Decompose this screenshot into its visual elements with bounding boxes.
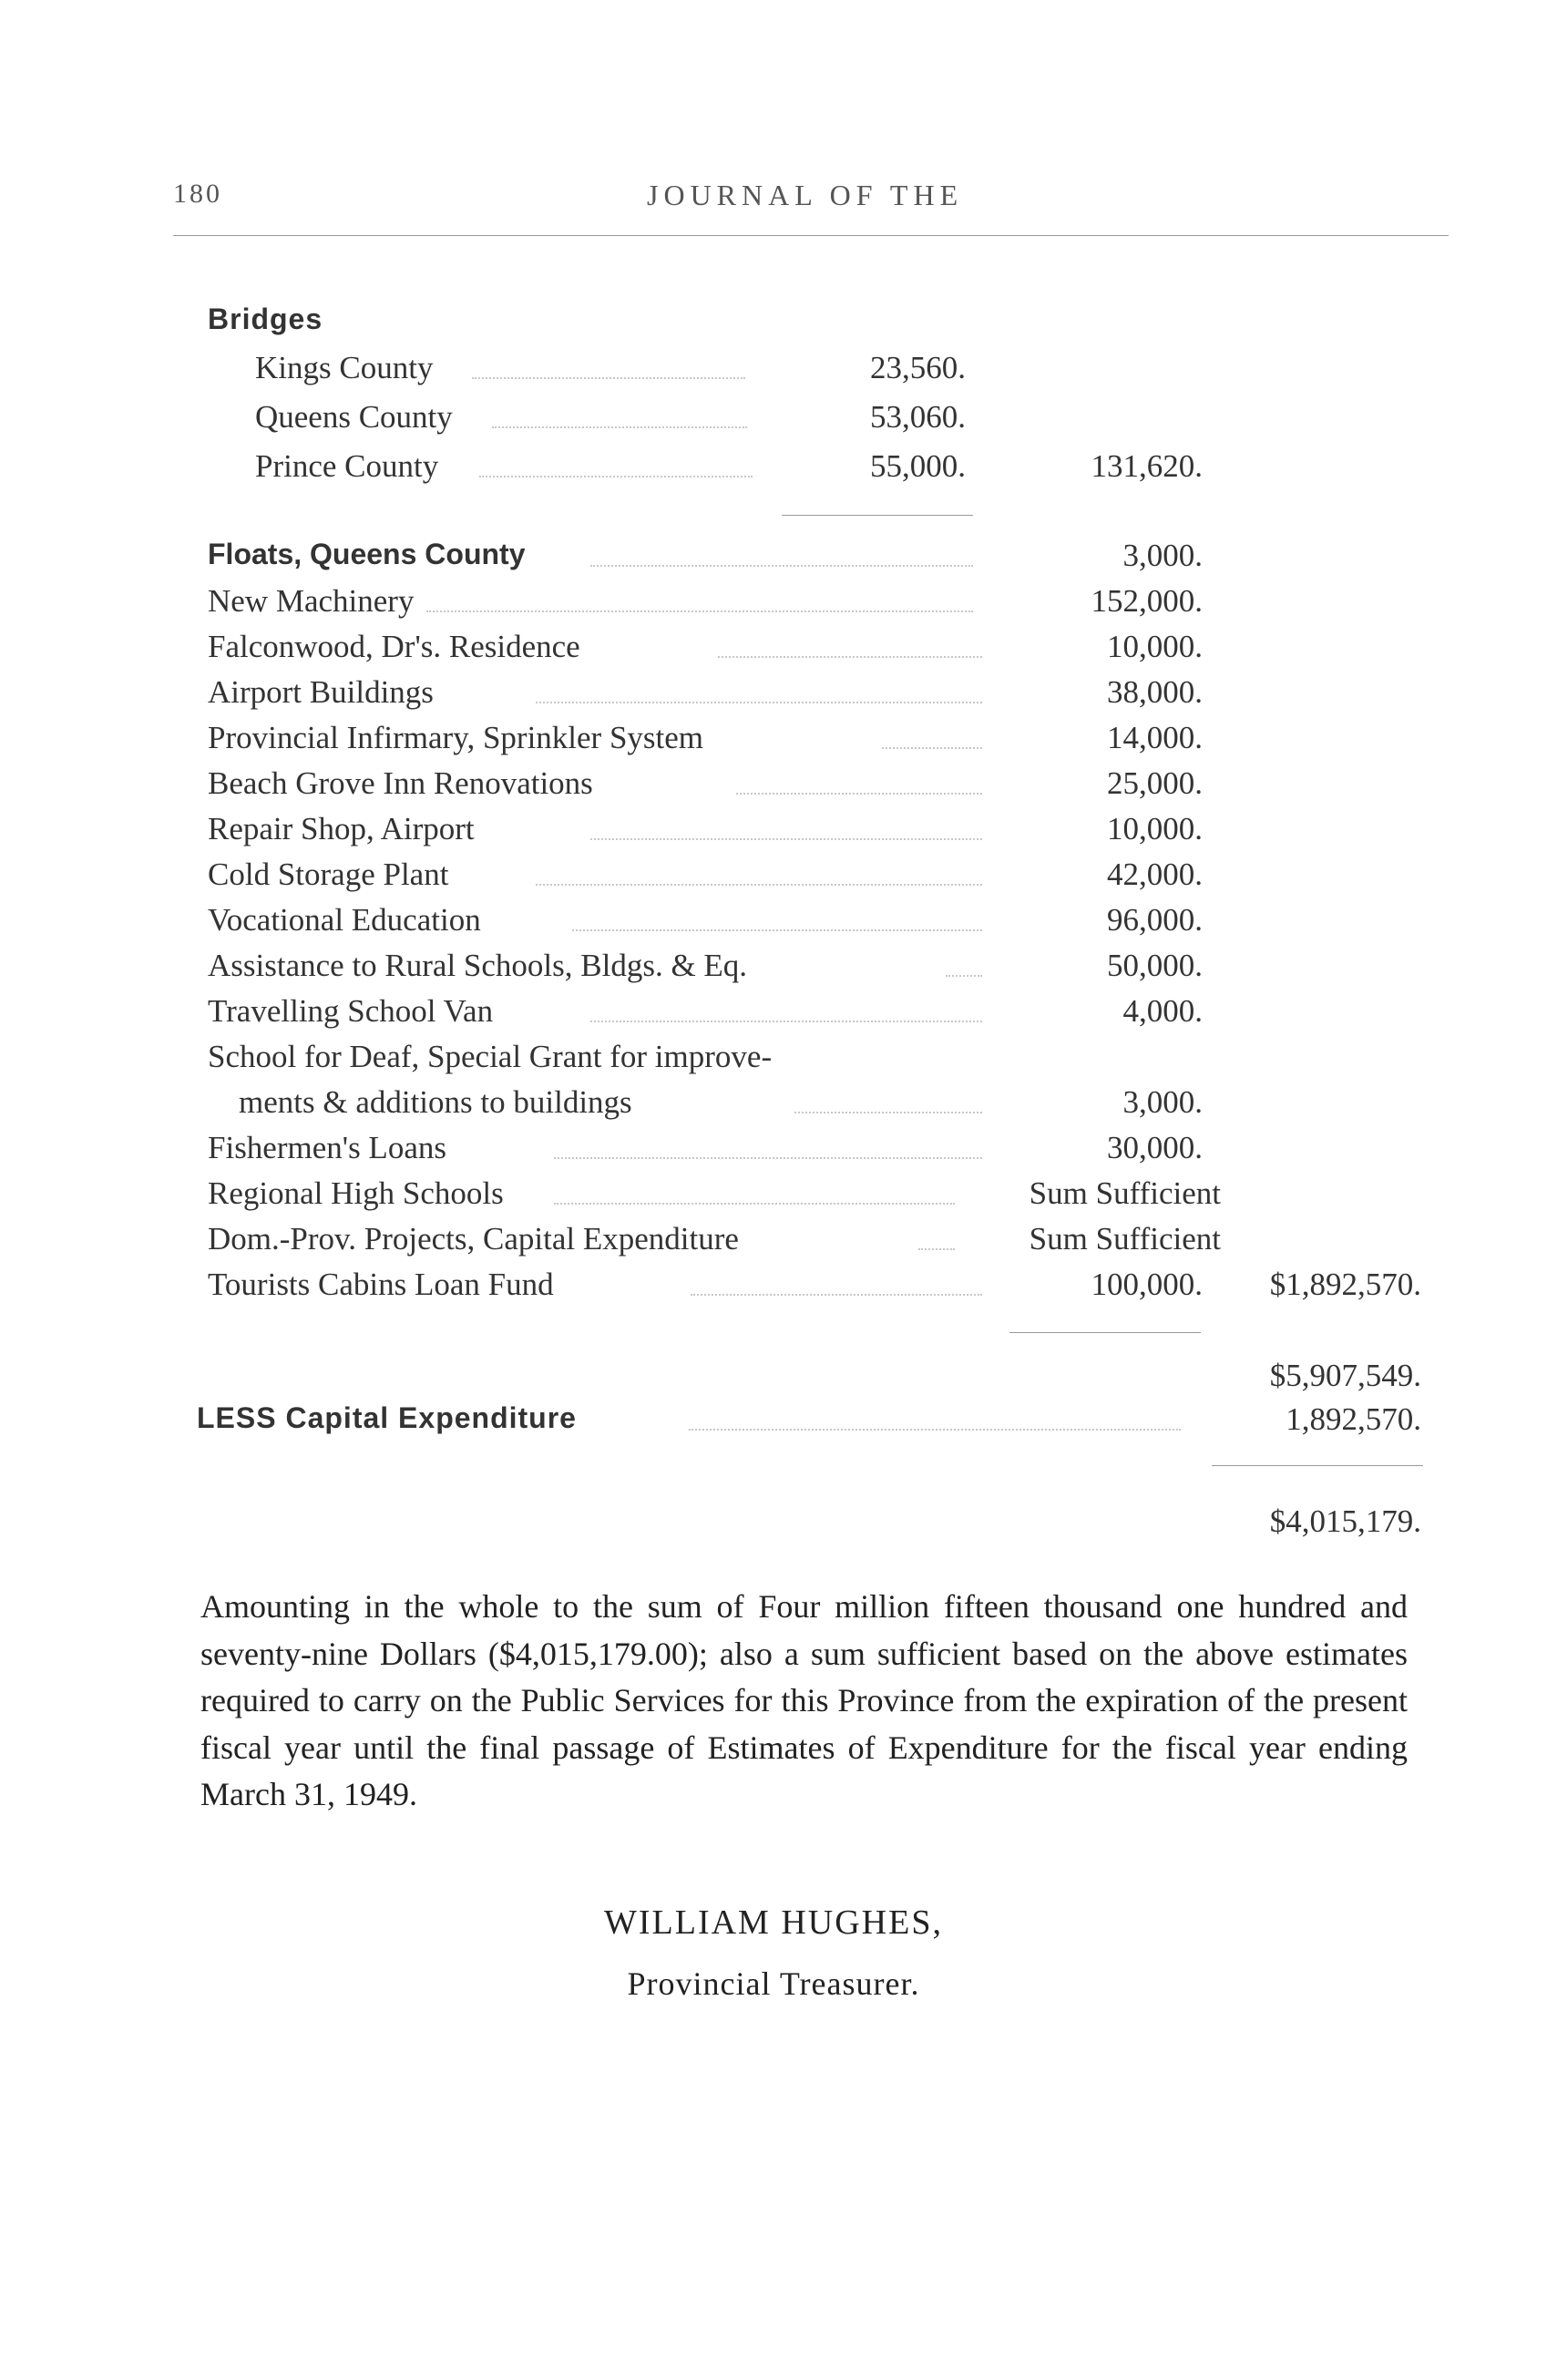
- item-row: [239, 1084, 1203, 1126]
- bridge-label: Kings County: [255, 350, 434, 385]
- item-row: [208, 538, 1203, 580]
- item-amount: Sum Sufficient: [1029, 1221, 1221, 1257]
- item-row: [208, 902, 1203, 944]
- bridge-amount: 23,560.: [870, 350, 966, 385]
- item-label: Falconwood, Dr's. Residence: [208, 629, 580, 664]
- item-label: Fishermen's Loans: [208, 1130, 446, 1165]
- bridges-subtotal: 131,620.: [1091, 448, 1203, 484]
- dot-leader: [590, 838, 982, 840]
- dot-leader: [689, 1429, 1181, 1431]
- bridge-label: Queens County: [255, 399, 453, 435]
- dot-leader: [554, 1157, 982, 1159]
- item-amount: 3,000.: [1122, 538, 1203, 573]
- dot-leader: [536, 884, 982, 886]
- dot-leader: [572, 929, 982, 931]
- dot-leader: [479, 476, 753, 477]
- item-label: School for Deaf, Special Grant for improve-: [208, 1039, 773, 1074]
- running-title: JOURNAL OF THE: [647, 179, 964, 211]
- dot-leader: [492, 426, 747, 428]
- item-row: [208, 811, 1203, 853]
- signature-name: WILLIAM HUGHES,: [604, 1903, 943, 1942]
- net-total: $4,015,179.: [1269, 1503, 1421, 1539]
- item-row: [208, 765, 1203, 807]
- item-label: New Machinery: [208, 583, 415, 619]
- item-amount: 152,000.: [1091, 583, 1203, 619]
- dot-leader: [472, 377, 745, 379]
- item-amount: 100,000.: [1091, 1267, 1203, 1302]
- item-row: [208, 1175, 1221, 1217]
- item-label: Cold Storage Plant: [208, 857, 449, 892]
- item-label: Airport Buildings: [208, 674, 434, 710]
- item-row: [208, 720, 1203, 762]
- less-row: [197, 1401, 1421, 1443]
- dot-leader: [554, 1203, 955, 1205]
- item-label: Assistance to Rural Schools, Bldgs. & Eq.: [208, 948, 748, 983]
- header-rule: [173, 235, 1449, 236]
- item-label: Travelling School Van: [208, 993, 494, 1029]
- item-row: [208, 583, 1203, 625]
- page-header: [173, 179, 1449, 237]
- dot-leader: [794, 1112, 982, 1113]
- item-label: Regional High Schools: [208, 1175, 504, 1211]
- item-amount: 30,000.: [1107, 1130, 1203, 1165]
- bridge-amount: 53,060.: [870, 399, 966, 435]
- item-amount: 10,000.: [1107, 811, 1203, 846]
- item-row: [208, 948, 1203, 990]
- item-amount: 10,000.: [1107, 629, 1203, 664]
- dot-leader: [946, 975, 982, 977]
- item-amount: 38,000.: [1107, 674, 1203, 710]
- subtotal-rule: [782, 515, 973, 516]
- item-amount: 4,000.: [1122, 993, 1203, 1029]
- dot-leader: [718, 656, 982, 658]
- totals-rule: [1212, 1465, 1423, 1466]
- page-number: 180: [173, 179, 222, 209]
- item-label: Repair Shop, Airport: [208, 811, 475, 846]
- dot-leader: [536, 702, 982, 703]
- item-amount: Sum Sufficient: [1029, 1175, 1221, 1211]
- dot-leader: [736, 793, 982, 795]
- dot-leader: [426, 610, 973, 612]
- item-row: [208, 1221, 1221, 1263]
- dot-leader: [882, 747, 982, 749]
- item-label: Vocational Education: [208, 902, 481, 938]
- item-row: [208, 993, 1203, 1035]
- item-row: [208, 1039, 1203, 1081]
- item-amount: 42,000.: [1107, 857, 1203, 892]
- item-label: Floats, Queens County: [208, 538, 526, 570]
- bridges-heading: Bridges: [208, 303, 323, 335]
- bridge-amount: 55,000.: [870, 448, 966, 484]
- item-amount: 3,000.: [1122, 1084, 1203, 1120]
- bridge-row: [255, 399, 966, 441]
- items-rule: [1009, 1332, 1201, 1333]
- item-label: Provincial Infirmary, Sprinkler System: [208, 720, 704, 755]
- item-label: ments & additions to buildings: [239, 1084, 632, 1120]
- gross-total: $5,907,549.: [1269, 1358, 1421, 1393]
- dot-leader: [590, 1021, 982, 1022]
- closing-paragraph: Amounting in the whole to the sum of Four million fifteen thousand one hundred and seventy-nine Dollars ($4,015,179.00); also a sum sufficient based on the above estimates required to carry on the Public Services for this Province from the expiration of the present fiscal year until the final passage of Estimates of Expenditure for the fiscal year ending March 31, 1949.: [200, 1588, 1408, 1813]
- dot-leader: [590, 565, 973, 567]
- item-amount: 14,000.: [1107, 720, 1203, 755]
- dot-leader: [691, 1294, 982, 1296]
- item-row: [208, 1130, 1203, 1172]
- bridge-label: Prince County: [255, 448, 439, 484]
- dot-leader: [918, 1248, 955, 1250]
- item-amount: 25,000.: [1107, 765, 1203, 801]
- bridge-row: [255, 448, 966, 490]
- signature-title: Provincial Treasurer.: [627, 1965, 920, 2002]
- item-amount: 96,000.: [1107, 902, 1203, 938]
- capital-total: $1,892,570.: [1269, 1267, 1421, 1302]
- item-row: [208, 857, 1203, 898]
- bridge-row: [255, 350, 966, 392]
- less-label: LESS Capital Expenditure: [197, 1401, 577, 1434]
- item-row: [208, 629, 1203, 671]
- item-label: Dom.-Prov. Projects, Capital Expenditure: [208, 1221, 739, 1257]
- item-label: Tourists Cabins Loan Fund: [208, 1267, 554, 1302]
- item-row: [208, 1267, 1203, 1308]
- item-label: Beach Grove Inn Renovations: [208, 765, 593, 801]
- item-row: [208, 674, 1203, 716]
- item-amount: 50,000.: [1107, 948, 1203, 983]
- less-amount: 1,892,570.: [1286, 1401, 1421, 1437]
